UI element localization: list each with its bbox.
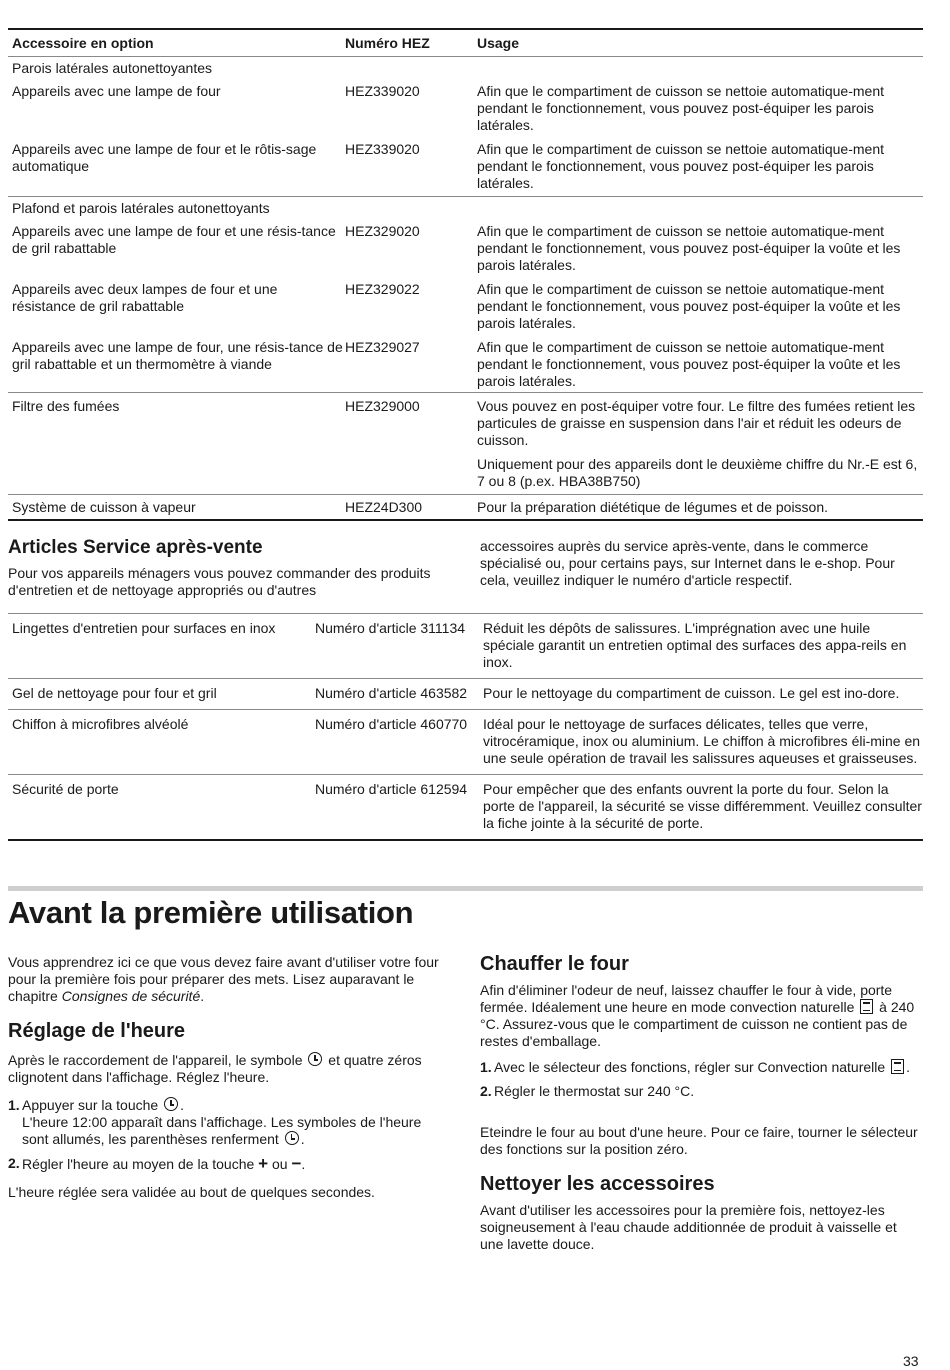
accessory-name: Appareils avec une lampe de four bbox=[12, 83, 221, 99]
step-item: 2. Régler l'heure au moyen de la touche + ou −. bbox=[8, 1154, 306, 1173]
step-text: Régler le thermostat sur 240 °C. bbox=[494, 1083, 695, 1099]
nettoyer-text: Avant d'utiliser les accessoires pour la première fois, nettoyez-les soigneusement à l'eau chaude additionnée de produit à vaisselle et une lavette douce. bbox=[480, 1202, 897, 1252]
accessories-table bbox=[8, 28, 923, 521]
table-header bbox=[8, 28, 923, 57]
articles-intro-right: accessoires auprès du service après-vente, dans le commerce spécialisé ou, pour certains pays, sur Internet dans le e-shop. Pour cela, veuillez indiquer le numéro d'article respectif. bbox=[480, 538, 895, 588]
article-usage: Pour le nettoyage du compartiment de cuisson. Le gel est ino-dore. bbox=[483, 685, 900, 701]
hez-number: HEZ329022 bbox=[345, 281, 420, 297]
accessory-name: Appareils avec une lampe de four et le rôtis-sage automatique bbox=[12, 141, 317, 174]
table-section bbox=[8, 393, 923, 495]
step-or: ou bbox=[271, 1156, 288, 1172]
usage-text: Afin que le compartiment de cuisson se nettoie automatique-ment pendant le fonctionnement, vous pouvez post-équiper la voûte et les parois latérales. bbox=[477, 339, 901, 389]
accessory-name: Appareils avec une lampe de four, une résis-tance de gril rabattable et un thermomètre à viande bbox=[12, 339, 343, 372]
section-intro: Vous apprendrez ici ce que vous devez faire avant d'utiliser votre four pour la première fois pour préparer des mets. Lisez auparavant le chapitre Consignes de sécurité. bbox=[8, 954, 439, 1004]
chauffer-steps bbox=[480, 1059, 920, 1107]
usage-text: Afin que le compartiment de cuisson se nettoie automatique-ment pendant le fonctionnement, vous pouvez post-équiper la voûte et les parois latérales. bbox=[477, 281, 901, 331]
table-row bbox=[8, 393, 923, 494]
article-number: Numéro d'article 311134 bbox=[315, 620, 466, 636]
minus-icon: − bbox=[291, 1154, 302, 1173]
article-usage: Idéal pour le nettoyage de surfaces délicates, telles que verre, vitrocéramique, inox ou aluminium. Le chiffon à microfibres éli-mine en une seule opération de travail les salissures aqueuses et graisseuses. bbox=[483, 716, 921, 766]
table-row bbox=[8, 336, 923, 392]
article-number: Numéro d'article 463582 bbox=[315, 685, 468, 701]
step-item: 1. Appuyer sur la touche . L'heure 12:00 apparaît dans l'affichage. Les symboles de l'heure sont allumés, les parenthèses renferment . bbox=[8, 1097, 448, 1148]
table-section bbox=[8, 495, 923, 521]
clock-icon bbox=[164, 1097, 178, 1111]
validated-text: L'heure réglée sera validée au bout de quelques secondes. bbox=[8, 1184, 375, 1200]
table-row bbox=[8, 138, 923, 196]
chauffer-text bbox=[480, 982, 920, 1050]
articles-title: Articles Service après-vente bbox=[8, 537, 263, 558]
table-row bbox=[8, 495, 923, 519]
step-number: 2. bbox=[8, 1155, 20, 1171]
article-number: Numéro d'article 612594 bbox=[315, 781, 468, 797]
hez-number: HEZ339020 bbox=[345, 141, 420, 157]
convection-icon bbox=[860, 999, 873, 1014]
article-usage: Pour empêcher que des enfants ouvrent la porte du four. Selon la porte de l'appareil, la sécurité se visse différemment. Veuillez consulter la fiche jointe à la sécurité de porte. bbox=[483, 781, 922, 831]
table-row bbox=[8, 678, 923, 709]
usage-text: Afin que le compartiment de cuisson se nettoie automatique-ment pendant le fonctionnement, vous pouvez post-équiper les parois latérales. bbox=[477, 141, 885, 191]
chauffer-text-a: Afin d'éliminer l'odeur de neuf, laissez chauffer le four à vide, porte fermée. Idéalement une heure en mode convection naturelle bbox=[480, 982, 893, 1015]
usage-text: Afin que le compartiment de cuisson se nettoie automatique-ment pendant le fonctionnement, vous pouvez post-équiper les parois latérales. bbox=[477, 83, 885, 133]
usage-note: Uniquement pour des appareils dont le deuxième chiffre du Nr.-E est 6, 7 ou 8 (p.ex. HBA38B750) bbox=[477, 456, 918, 489]
step-number: 1. bbox=[8, 1097, 20, 1113]
table-row bbox=[8, 80, 923, 138]
reglage-steps bbox=[8, 1097, 448, 1180]
step-item bbox=[480, 1083, 920, 1100]
reglage-text bbox=[8, 1052, 448, 1086]
plus-icon: + bbox=[258, 1154, 269, 1173]
group-label: Parois latérales autonettoyantes bbox=[12, 60, 213, 76]
usage-text: Afin que le compartiment de cuisson se nettoie automatique-ment pendant le fonctionnement, vous pouvez post-équiper la voûte et les parois latérales. bbox=[477, 223, 901, 273]
step-text: Avec le sélecteur des fonctions, régler sur Convection naturelle bbox=[494, 1059, 886, 1075]
header-accessory: Accessoire en option bbox=[12, 34, 154, 51]
accessory-name: Appareils avec deux lampes de four et une résistance de gril rabattable bbox=[12, 281, 278, 314]
reglage-text-b: et quatre zéros clignotent dans l'affichage. Réglez l'heure. bbox=[8, 1052, 422, 1085]
step-number: 2. bbox=[480, 1083, 492, 1099]
step-item: 1. Avec le sélecteur des fonctions, régler sur Convection naturelle . bbox=[480, 1059, 910, 1075]
article-name: Chiffon à microfibres alvéolé bbox=[12, 716, 189, 732]
section-divider bbox=[8, 886, 923, 891]
intro-link-italic: Consignes de sécurité bbox=[61, 988, 201, 1004]
step-result-text: L'heure 12:00 apparaît dans l'affichage. Les symboles de l'heure sont allumés, les parenthèses renferment bbox=[22, 1114, 422, 1147]
usage-text: Vous pouvez en post-équiper votre four. Le filtre des fumées retient les particules de graisse en suspension dans l'air et réduit les odeurs de cuisson. bbox=[477, 398, 916, 448]
step-text: Régler l'heure au moyen de la touche bbox=[22, 1156, 255, 1172]
table-row bbox=[8, 709, 923, 774]
article-name: Sécurité de porte bbox=[12, 781, 119, 797]
article-name: Lingettes d'entretien pour surfaces en inox bbox=[12, 620, 276, 636]
hez-number: HEZ339020 bbox=[345, 83, 420, 99]
hez-number: HEZ329027 bbox=[345, 339, 420, 355]
page-number: 33 bbox=[903, 1353, 919, 1369]
article-name: Gel de nettoyage pour four et gril bbox=[12, 685, 217, 701]
step-number: 1. bbox=[480, 1059, 492, 1075]
chauffer-title: Chauffer le four bbox=[480, 953, 629, 975]
article-number: Numéro d'article 460770 bbox=[315, 716, 468, 732]
table-row bbox=[8, 278, 923, 336]
hez-number: HEZ329020 bbox=[345, 223, 420, 239]
table-row bbox=[8, 220, 923, 278]
accessory-name: Système de cuisson à vapeur bbox=[12, 499, 196, 515]
hez-number: HEZ329000 bbox=[345, 398, 420, 414]
table-row bbox=[8, 614, 923, 678]
chauffer-text-b: à 240 °C. Assurez-vous que le compartiment de cuisson ne contient pas de restes d'emballage. bbox=[480, 999, 915, 1049]
nettoyer-title: Nettoyer les accessoires bbox=[480, 1173, 715, 1195]
table-row bbox=[8, 774, 923, 839]
table-section bbox=[8, 197, 923, 393]
accessory-name: Appareils avec une lampe de four et une résis-tance de gril rabattable bbox=[12, 223, 336, 256]
clock-icon bbox=[308, 1052, 322, 1066]
table-section bbox=[8, 57, 923, 197]
usage-text: Pour la préparation diététique de légumes et de poisson. bbox=[477, 499, 829, 515]
header-hez: Numéro HEZ bbox=[345, 34, 430, 51]
convection-icon bbox=[891, 1059, 904, 1074]
articles-intro-left: Pour vos appareils ménagers vous pouvez commander des produits d'entretien et de nettoyage appropriés ou d'autres bbox=[8, 565, 431, 598]
section-title: Avant la première utilisation bbox=[8, 895, 414, 930]
header-usage: Usage bbox=[477, 34, 520, 51]
step-result: L'heure 12:00 apparaît dans l'affichage. Les symboles de l'heure sont allumés, les parenthèses renferment . bbox=[22, 1114, 422, 1147]
articles-table bbox=[8, 613, 923, 841]
article-usage: Réduit les dépôts de salissures. L'imprégnation avec une huile spéciale garantit un entretien optimal des surfaces des appa-reils en inox. bbox=[483, 620, 907, 670]
intro-text: Vous apprendrez ici ce que vous devez faire avant d'utiliser votre four pour la première fois pour préparer des mets. Lisez auparavant le chapitre bbox=[8, 954, 439, 1004]
step-text: Appuyer sur la touche bbox=[22, 1097, 159, 1113]
reglage-text-a: Après le raccordement de l'appareil, le symbole bbox=[8, 1052, 303, 1068]
hez-number: HEZ24D300 bbox=[345, 499, 423, 515]
reglage-title: Réglage de l'heure bbox=[8, 1020, 186, 1042]
eteindre-text: Eteindre le four au bout d'une heure. Pour ce faire, tourner le sélecteur des fonctions sur la position zéro. bbox=[480, 1124, 918, 1157]
accessory-name: Filtre des fumées bbox=[12, 398, 120, 414]
group-label: Plafond et parois latérales autonettoyants bbox=[12, 200, 270, 216]
clock-icon bbox=[285, 1131, 299, 1145]
